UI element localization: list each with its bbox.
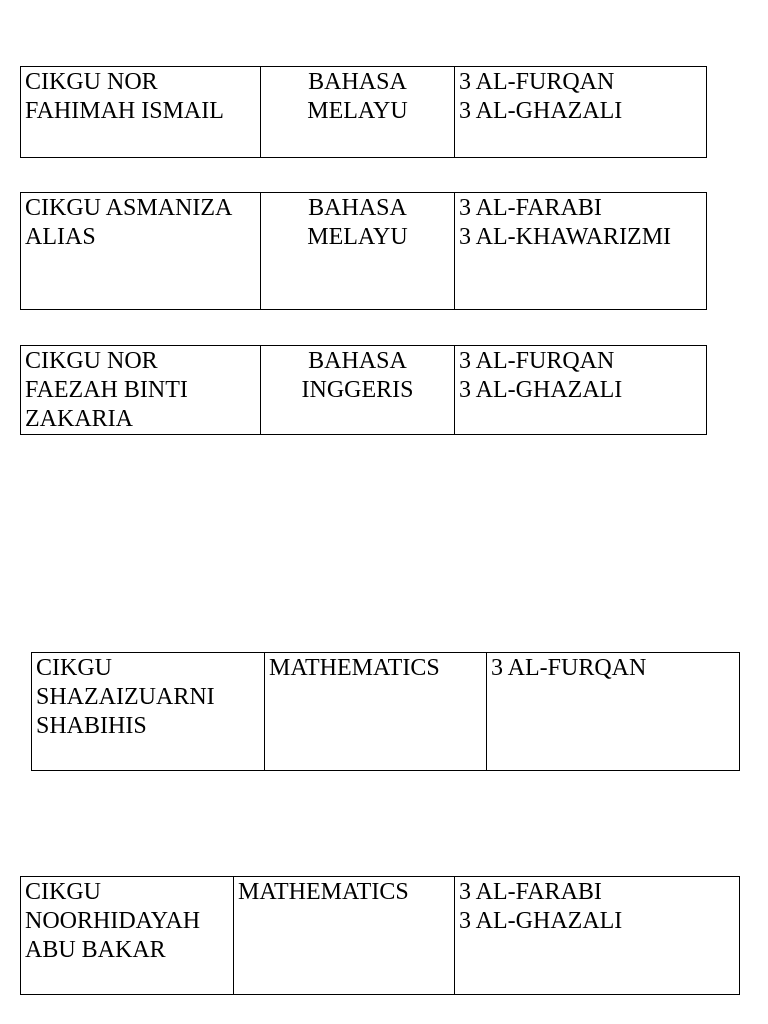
- subject-cell: MATHEMATICS: [265, 653, 487, 771]
- teacher-table-4: [31, 652, 740, 771]
- teacher-table-5: [20, 876, 740, 995]
- teacher-name-cell: CIKGU ASMANIZA ALIAS: [21, 193, 261, 310]
- teacher-table-1: [20, 66, 707, 158]
- classes-cell: [487, 653, 740, 771]
- classes-cell: [455, 193, 707, 310]
- table-row: [21, 346, 707, 435]
- subject-cell: BAHASA INGGERIS: [261, 346, 455, 435]
- teacher-name-cell: CIKGU NOR FAEZAH BINTI ZAKARIA: [21, 346, 261, 435]
- class-name: 3 AL-FURQAN: [491, 655, 647, 681]
- teacher-table-3: [20, 345, 707, 435]
- classes-cell: [455, 346, 707, 435]
- table-row: [21, 67, 707, 158]
- table-row: [21, 877, 740, 995]
- class-name: 3 AL-FURQAN: [459, 69, 615, 95]
- class-name: 3 AL-GHAZALI: [459, 908, 623, 934]
- class-name: 3 AL-GHAZALI: [459, 377, 623, 403]
- teacher-name-cell: CIKGU NOR FAHIMAH ISMAIL: [21, 67, 261, 158]
- class-name: 3 AL-FARABI: [459, 879, 602, 905]
- subject-cell: MATHEMATICS: [234, 877, 455, 995]
- table-row: [32, 653, 740, 771]
- subject-cell: BAHASA MELAYU: [261, 67, 455, 158]
- class-name: 3 AL-FURQAN: [459, 348, 615, 374]
- classes-cell: [455, 877, 740, 995]
- class-name: 3 AL-FARABI: [459, 195, 602, 221]
- teacher-name-cell: CIKGU NOORHIDAYAH ABU BAKAR: [21, 877, 234, 995]
- classes-cell: [455, 67, 707, 158]
- class-name: 3 AL-KHAWARIZMI: [459, 224, 672, 250]
- table-row: [21, 193, 707, 310]
- class-name: 3 AL-GHAZALI: [459, 98, 623, 124]
- subject-cell: BAHASA MELAYU: [261, 193, 455, 310]
- teacher-name-cell: CIKGU SHAZAIZUARNI SHABIHIS: [32, 653, 265, 771]
- teacher-table-2: [20, 192, 707, 310]
